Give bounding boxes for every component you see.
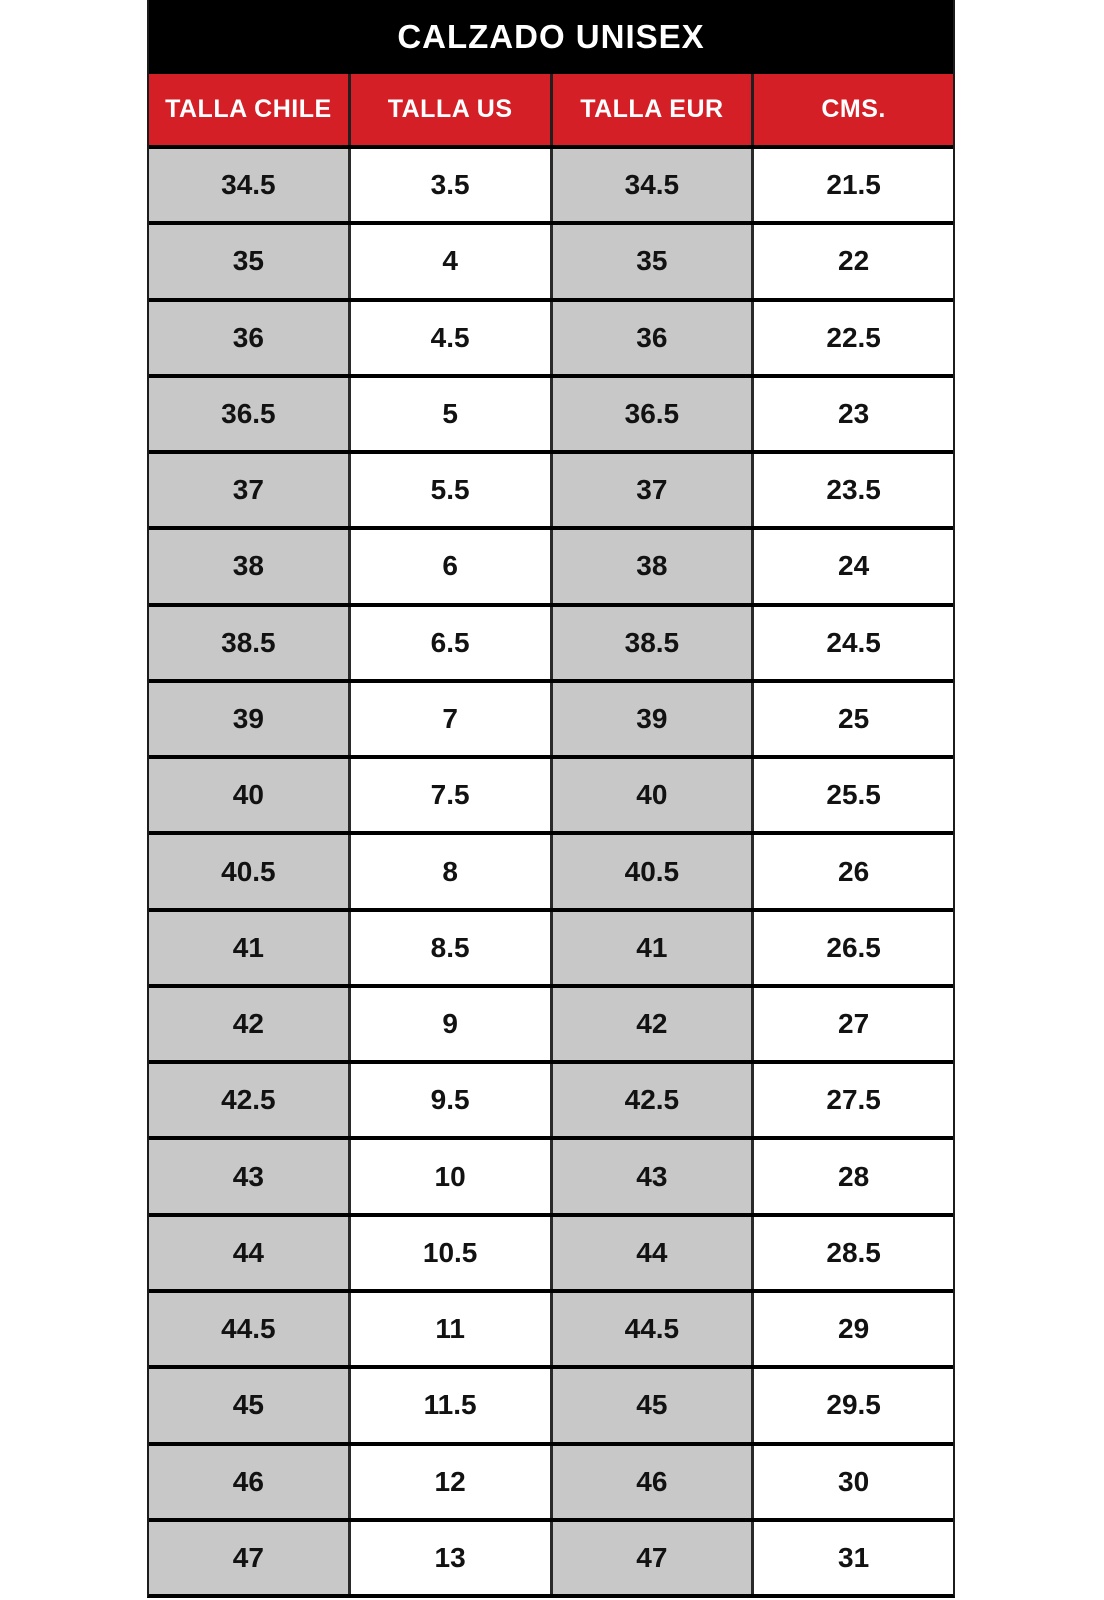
size-cell: 25.5 bbox=[751, 759, 953, 831]
table-row bbox=[149, 1365, 953, 1441]
column-header-cms: CMS. bbox=[751, 74, 953, 145]
table-row bbox=[149, 1060, 953, 1136]
table-row bbox=[149, 450, 953, 526]
table-body bbox=[149, 149, 953, 1594]
size-cell: 47 bbox=[149, 1522, 348, 1594]
size-cell: 38 bbox=[149, 530, 348, 602]
table-title-bar bbox=[149, 0, 953, 74]
column-header-talla-us: TALLA US bbox=[348, 74, 550, 145]
size-cell: 40 bbox=[550, 759, 752, 831]
size-cell: 12 bbox=[348, 1446, 550, 1518]
size-cell: 9 bbox=[348, 988, 550, 1060]
size-cell: 6 bbox=[348, 530, 550, 602]
size-cell: 40.5 bbox=[149, 835, 348, 907]
table-row bbox=[149, 149, 953, 221]
size-cell: 28 bbox=[751, 1140, 953, 1212]
table-row bbox=[149, 298, 953, 374]
size-cell: 45 bbox=[550, 1369, 752, 1441]
size-cell: 4.5 bbox=[348, 302, 550, 374]
size-cell: 8.5 bbox=[348, 912, 550, 984]
table-row bbox=[149, 221, 953, 297]
size-cell: 46 bbox=[149, 1446, 348, 1518]
size-cell: 11.5 bbox=[348, 1369, 550, 1441]
size-chart-table bbox=[147, 0, 955, 1598]
size-cell: 44.5 bbox=[149, 1293, 348, 1365]
table-row bbox=[149, 1442, 953, 1518]
size-cell: 37 bbox=[149, 454, 348, 526]
size-cell: 9.5 bbox=[348, 1064, 550, 1136]
table-header-row bbox=[149, 74, 953, 149]
table-row bbox=[149, 908, 953, 984]
size-cell: 42.5 bbox=[149, 1064, 348, 1136]
size-cell: 40 bbox=[149, 759, 348, 831]
size-cell: 22 bbox=[751, 225, 953, 297]
size-cell: 7.5 bbox=[348, 759, 550, 831]
size-cell: 45 bbox=[149, 1369, 348, 1441]
size-cell: 29.5 bbox=[751, 1369, 953, 1441]
size-cell: 5.5 bbox=[348, 454, 550, 526]
size-cell: 21.5 bbox=[751, 149, 953, 221]
size-cell: 46 bbox=[550, 1446, 752, 1518]
size-cell: 27 bbox=[751, 988, 953, 1060]
size-cell: 41 bbox=[149, 912, 348, 984]
size-cell: 22.5 bbox=[751, 302, 953, 374]
size-cell: 25 bbox=[751, 683, 953, 755]
size-cell: 31 bbox=[751, 1522, 953, 1594]
size-cell: 6.5 bbox=[348, 607, 550, 679]
size-cell: 10.5 bbox=[348, 1217, 550, 1289]
table-row bbox=[149, 831, 953, 907]
column-header-talla-chile: TALLA CHILE bbox=[149, 74, 348, 145]
size-cell: 34.5 bbox=[149, 149, 348, 221]
size-cell: 43 bbox=[550, 1140, 752, 1212]
size-cell: 38 bbox=[550, 530, 752, 602]
size-cell: 5 bbox=[348, 378, 550, 450]
table-row bbox=[149, 603, 953, 679]
size-cell: 36.5 bbox=[149, 378, 348, 450]
size-cell: 7 bbox=[348, 683, 550, 755]
size-cell: 35 bbox=[149, 225, 348, 297]
size-cell: 11 bbox=[348, 1293, 550, 1365]
size-cell: 3.5 bbox=[348, 149, 550, 221]
size-cell: 30 bbox=[751, 1446, 953, 1518]
table-row bbox=[149, 1136, 953, 1212]
size-cell: 40.5 bbox=[550, 835, 752, 907]
size-cell: 43 bbox=[149, 1140, 348, 1212]
size-cell: 29 bbox=[751, 1293, 953, 1365]
table-row bbox=[149, 1518, 953, 1594]
size-cell: 23.5 bbox=[751, 454, 953, 526]
size-cell: 42 bbox=[550, 988, 752, 1060]
size-cell: 13 bbox=[348, 1522, 550, 1594]
size-cell: 38.5 bbox=[149, 607, 348, 679]
size-cell: 35 bbox=[550, 225, 752, 297]
table-title: CALZADO UNISEX bbox=[397, 18, 705, 55]
table-row bbox=[149, 755, 953, 831]
column-header-talla-eur: TALLA EUR bbox=[550, 74, 752, 145]
size-cell: 37 bbox=[550, 454, 752, 526]
size-cell: 39 bbox=[149, 683, 348, 755]
size-cell: 27.5 bbox=[751, 1064, 953, 1136]
table-row bbox=[149, 1289, 953, 1365]
size-cell: 44 bbox=[149, 1217, 348, 1289]
size-cell: 23 bbox=[751, 378, 953, 450]
table-row bbox=[149, 1213, 953, 1289]
size-cell: 36.5 bbox=[550, 378, 752, 450]
size-cell: 42 bbox=[149, 988, 348, 1060]
table-row bbox=[149, 526, 953, 602]
size-cell: 8 bbox=[348, 835, 550, 907]
size-cell: 24 bbox=[751, 530, 953, 602]
size-cell: 36 bbox=[550, 302, 752, 374]
size-cell: 44.5 bbox=[550, 1293, 752, 1365]
size-cell: 10 bbox=[348, 1140, 550, 1212]
size-cell: 41 bbox=[550, 912, 752, 984]
size-cell: 26.5 bbox=[751, 912, 953, 984]
size-cell: 34.5 bbox=[550, 149, 752, 221]
size-cell: 26 bbox=[751, 835, 953, 907]
table-row bbox=[149, 374, 953, 450]
size-cell: 39 bbox=[550, 683, 752, 755]
table-row bbox=[149, 679, 953, 755]
size-cell: 44 bbox=[550, 1217, 752, 1289]
size-cell: 42.5 bbox=[550, 1064, 752, 1136]
size-cell: 4 bbox=[348, 225, 550, 297]
size-cell: 38.5 bbox=[550, 607, 752, 679]
size-cell: 28.5 bbox=[751, 1217, 953, 1289]
size-cell: 47 bbox=[550, 1522, 752, 1594]
size-cell: 24.5 bbox=[751, 607, 953, 679]
table-row bbox=[149, 984, 953, 1060]
size-cell: 36 bbox=[149, 302, 348, 374]
